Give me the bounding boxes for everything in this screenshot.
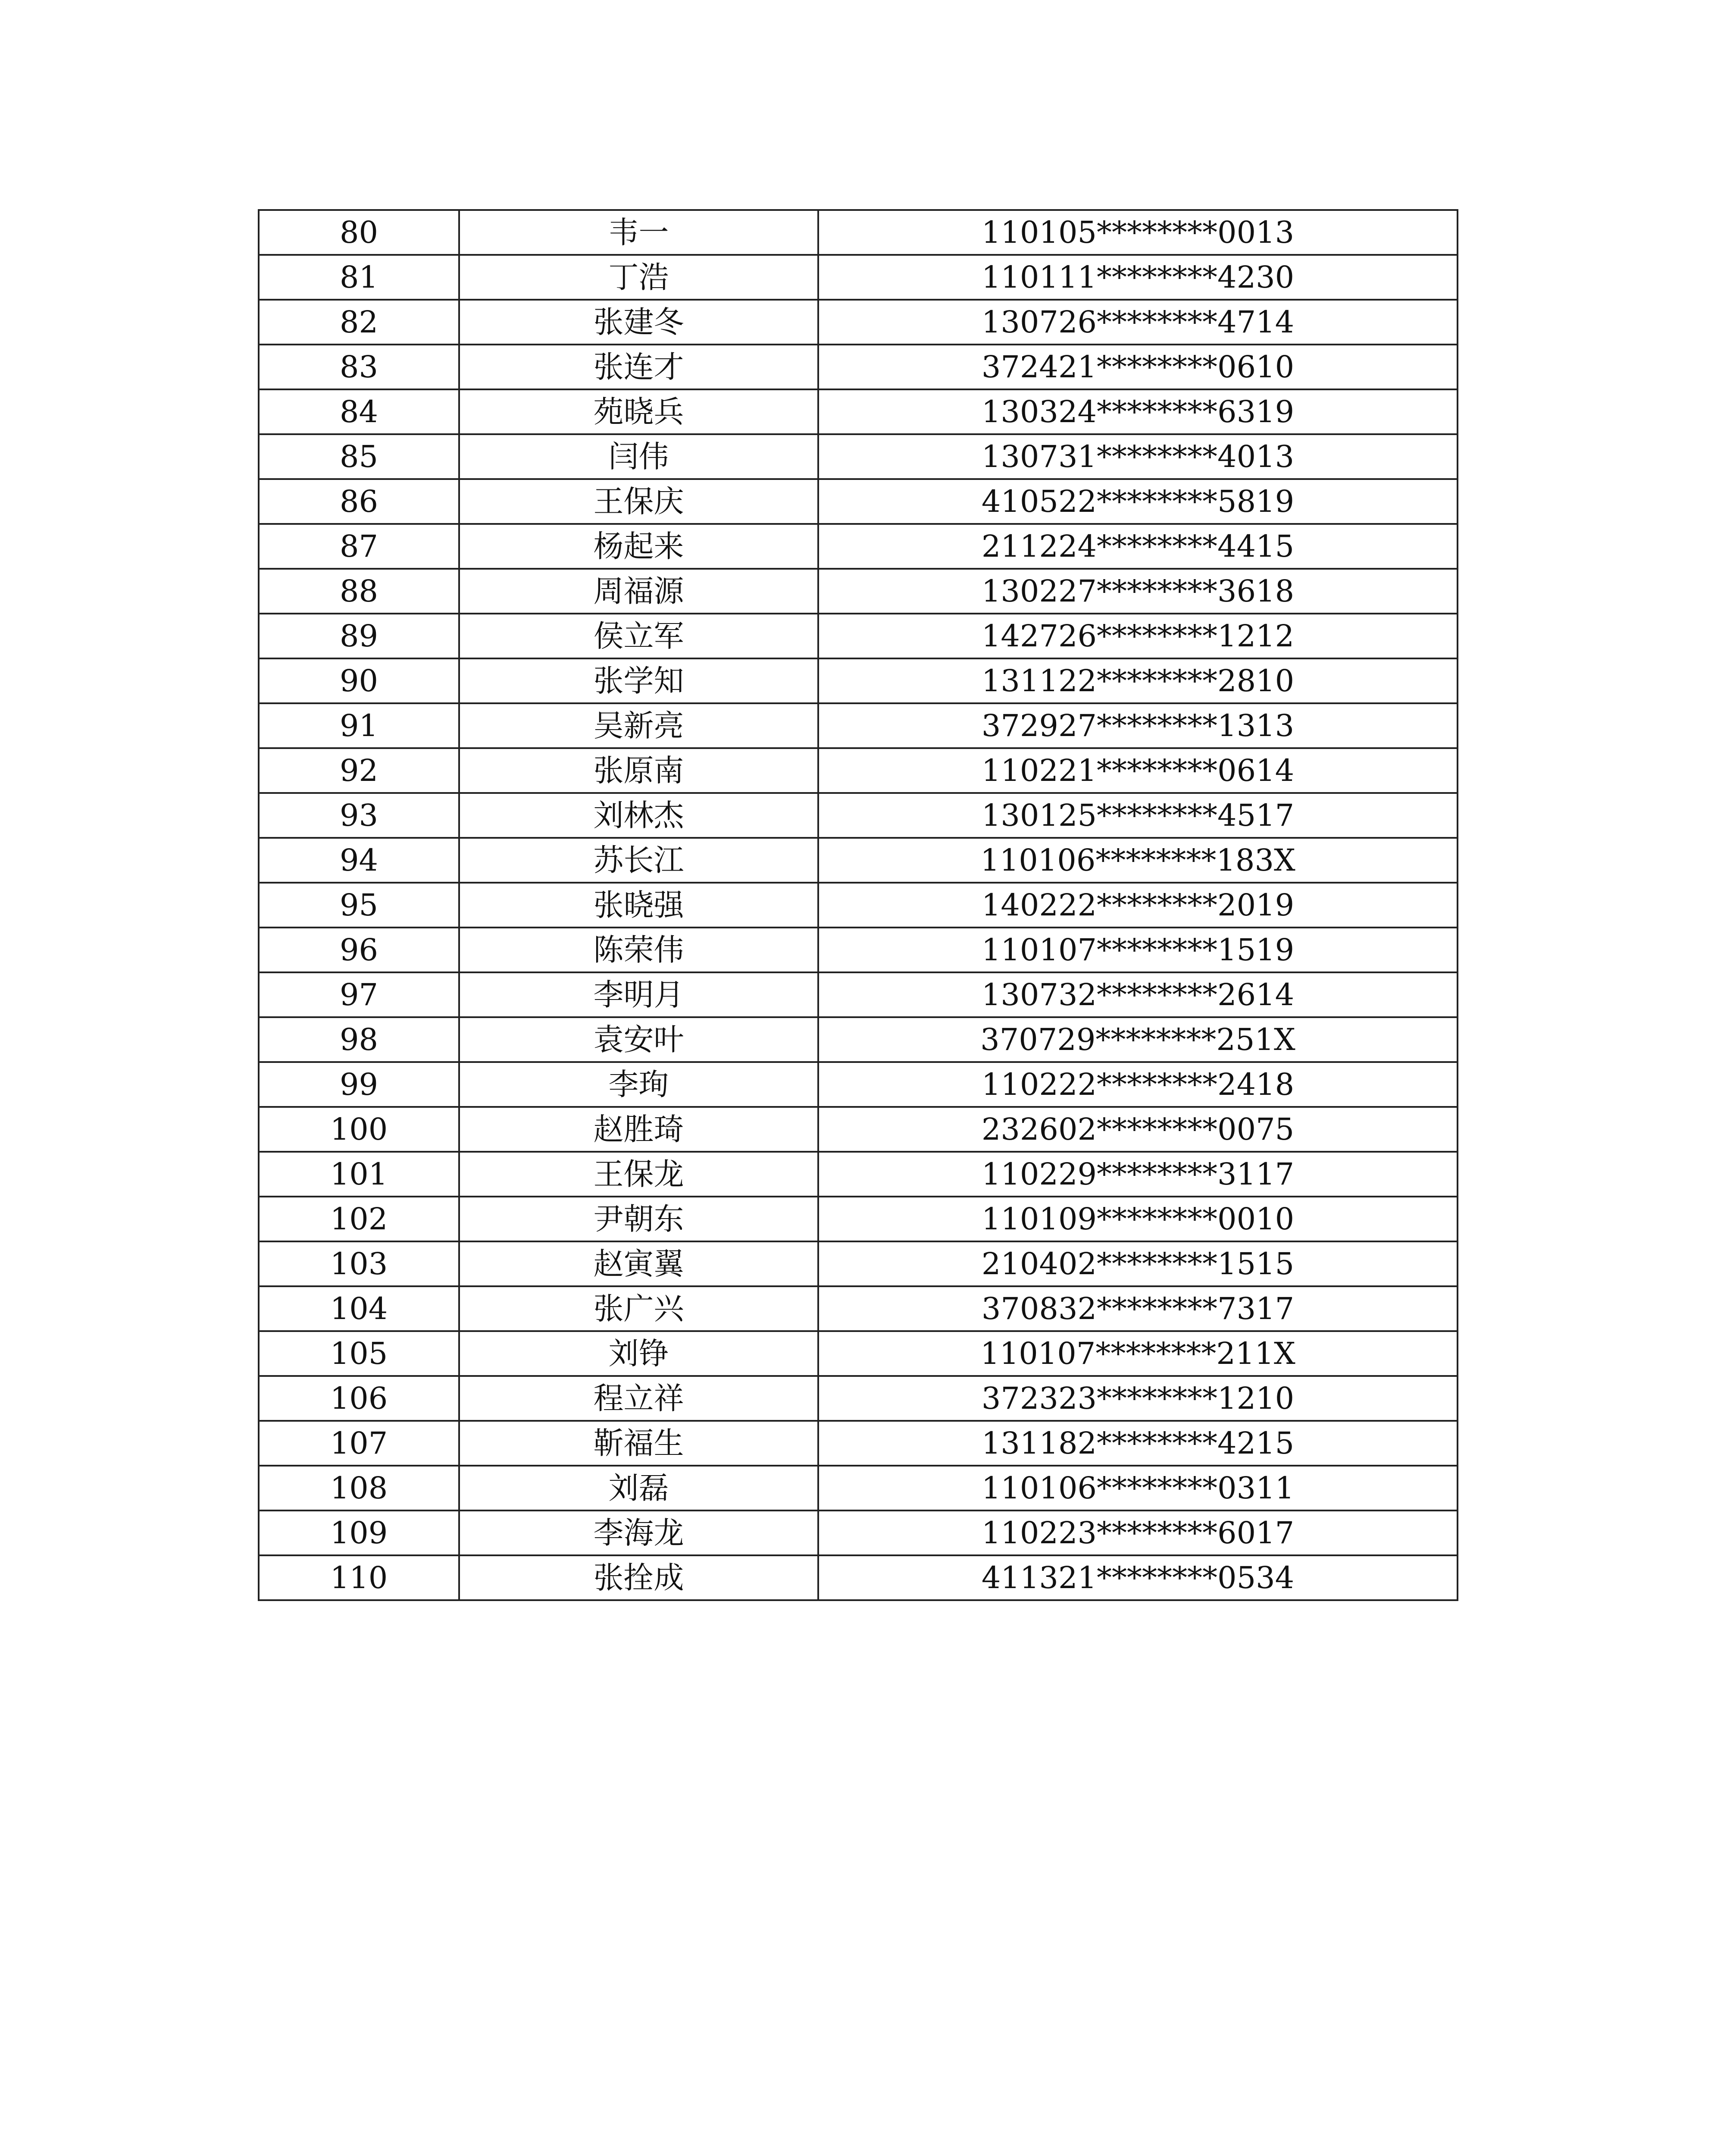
table-row xyxy=(259,883,1458,928)
roster-table-body xyxy=(259,210,1458,1600)
row-number: 101 xyxy=(259,1152,459,1197)
row-number: 83 xyxy=(259,345,459,389)
person-name: 刘林杰 xyxy=(459,793,818,838)
table-row xyxy=(259,793,1458,838)
person-name: 张建冬 xyxy=(459,300,818,345)
id-number: 110107********211X xyxy=(818,1331,1458,1376)
person-name: 侯立军 xyxy=(459,614,818,658)
table-row xyxy=(259,1107,1458,1152)
row-number: 103 xyxy=(259,1241,459,1286)
row-number: 94 xyxy=(259,838,459,883)
id-number: 110107********1519 xyxy=(818,928,1458,972)
person-name: 闫伟 xyxy=(459,434,818,479)
id-number: 130731********4013 xyxy=(818,434,1458,479)
row-number: 91 xyxy=(259,703,459,748)
id-number: 142726********1212 xyxy=(818,614,1458,658)
person-name: 张拴成 xyxy=(459,1555,818,1600)
person-name: 王保庆 xyxy=(459,479,818,524)
row-number: 100 xyxy=(259,1107,459,1152)
row-number: 96 xyxy=(259,928,459,972)
id-number: 110111********4230 xyxy=(818,255,1458,300)
row-number: 85 xyxy=(259,434,459,479)
person-name: 韦一 xyxy=(459,210,818,255)
table-row xyxy=(259,838,1458,883)
id-number: 110229********3117 xyxy=(818,1152,1458,1197)
id-number: 130227********3618 xyxy=(818,569,1458,614)
table-row xyxy=(259,524,1458,569)
table-row xyxy=(259,389,1458,434)
id-number: 372323********1210 xyxy=(818,1376,1458,1421)
table-row xyxy=(259,345,1458,389)
row-number: 109 xyxy=(259,1510,459,1555)
person-name: 靳福生 xyxy=(459,1421,818,1466)
table-row xyxy=(259,703,1458,748)
row-number: 81 xyxy=(259,255,459,300)
person-name: 尹朝东 xyxy=(459,1197,818,1241)
person-name: 李珣 xyxy=(459,1062,818,1107)
table-row xyxy=(259,1017,1458,1062)
table-row xyxy=(259,658,1458,703)
row-number: 108 xyxy=(259,1466,459,1510)
row-number: 107 xyxy=(259,1421,459,1466)
id-number: 211224********4415 xyxy=(818,524,1458,569)
person-name: 李海龙 xyxy=(459,1510,818,1555)
person-name: 赵寅翼 xyxy=(459,1241,818,1286)
row-number: 98 xyxy=(259,1017,459,1062)
row-number: 87 xyxy=(259,524,459,569)
row-number: 106 xyxy=(259,1376,459,1421)
person-name: 程立祥 xyxy=(459,1376,818,1421)
table-row xyxy=(259,928,1458,972)
table-row xyxy=(259,434,1458,479)
person-name: 杨起来 xyxy=(459,524,818,569)
id-number: 110223********6017 xyxy=(818,1510,1458,1555)
id-number: 131182********4215 xyxy=(818,1421,1458,1466)
id-number: 411321********0534 xyxy=(818,1555,1458,1600)
row-number: 97 xyxy=(259,972,459,1017)
person-name: 李明月 xyxy=(459,972,818,1017)
id-number: 110106********183X xyxy=(818,838,1458,883)
person-name: 吴新亮 xyxy=(459,703,818,748)
table-row xyxy=(259,300,1458,345)
table-row xyxy=(259,1555,1458,1600)
id-number: 130726********4714 xyxy=(818,300,1458,345)
row-number: 84 xyxy=(259,389,459,434)
table-row xyxy=(259,255,1458,300)
id-number: 130324********6319 xyxy=(818,389,1458,434)
table-row xyxy=(259,1421,1458,1466)
table-row xyxy=(259,1466,1458,1510)
person-name: 袁安叶 xyxy=(459,1017,818,1062)
table-row xyxy=(259,210,1458,255)
table-row xyxy=(259,1062,1458,1107)
table-row xyxy=(259,479,1458,524)
roster-table xyxy=(258,209,1458,1601)
id-number: 210402********1515 xyxy=(818,1241,1458,1286)
id-number: 110222********2418 xyxy=(818,1062,1458,1107)
row-number: 90 xyxy=(259,658,459,703)
person-name: 张连才 xyxy=(459,345,818,389)
table-row xyxy=(259,748,1458,793)
id-number: 372421********0610 xyxy=(818,345,1458,389)
row-number: 88 xyxy=(259,569,459,614)
row-number: 82 xyxy=(259,300,459,345)
person-name: 张学知 xyxy=(459,658,818,703)
row-number: 104 xyxy=(259,1286,459,1331)
person-name: 刘磊 xyxy=(459,1466,818,1510)
person-name: 丁浩 xyxy=(459,255,818,300)
table-row xyxy=(259,1376,1458,1421)
table-row xyxy=(259,1510,1458,1555)
row-number: 89 xyxy=(259,614,459,658)
table-row xyxy=(259,1197,1458,1241)
row-number: 92 xyxy=(259,748,459,793)
table-row xyxy=(259,1331,1458,1376)
person-name: 苑晓兵 xyxy=(459,389,818,434)
row-number: 102 xyxy=(259,1197,459,1241)
id-number: 110221********0614 xyxy=(818,748,1458,793)
table-row xyxy=(259,569,1458,614)
table-row xyxy=(259,614,1458,658)
id-number: 130125********4517 xyxy=(818,793,1458,838)
id-number: 370729********251X xyxy=(818,1017,1458,1062)
row-number: 86 xyxy=(259,479,459,524)
table-row xyxy=(259,1241,1458,1286)
id-number: 370832********7317 xyxy=(818,1286,1458,1331)
id-number: 110105********0013 xyxy=(818,210,1458,255)
id-number: 232602********0075 xyxy=(818,1107,1458,1152)
person-name: 苏长江 xyxy=(459,838,818,883)
row-number: 110 xyxy=(259,1555,459,1600)
person-name: 周福源 xyxy=(459,569,818,614)
table-row xyxy=(259,1152,1458,1197)
row-number: 95 xyxy=(259,883,459,928)
person-name: 王保龙 xyxy=(459,1152,818,1197)
person-name: 张广兴 xyxy=(459,1286,818,1331)
id-number: 110106********0311 xyxy=(818,1466,1458,1510)
row-number: 105 xyxy=(259,1331,459,1376)
id-number: 372927********1313 xyxy=(818,703,1458,748)
id-number: 131122********2810 xyxy=(818,658,1458,703)
table-row xyxy=(259,972,1458,1017)
id-number: 140222********2019 xyxy=(818,883,1458,928)
row-number: 99 xyxy=(259,1062,459,1107)
row-number: 80 xyxy=(259,210,459,255)
row-number: 93 xyxy=(259,793,459,838)
id-number: 410522********5819 xyxy=(818,479,1458,524)
person-name: 赵胜琦 xyxy=(459,1107,818,1152)
person-name: 张原南 xyxy=(459,748,818,793)
person-name: 张晓强 xyxy=(459,883,818,928)
person-name: 刘铮 xyxy=(459,1331,818,1376)
id-number: 110109********0010 xyxy=(818,1197,1458,1241)
id-number: 130732********2614 xyxy=(818,972,1458,1017)
table-row xyxy=(259,1286,1458,1331)
person-name: 陈荣伟 xyxy=(459,928,818,972)
